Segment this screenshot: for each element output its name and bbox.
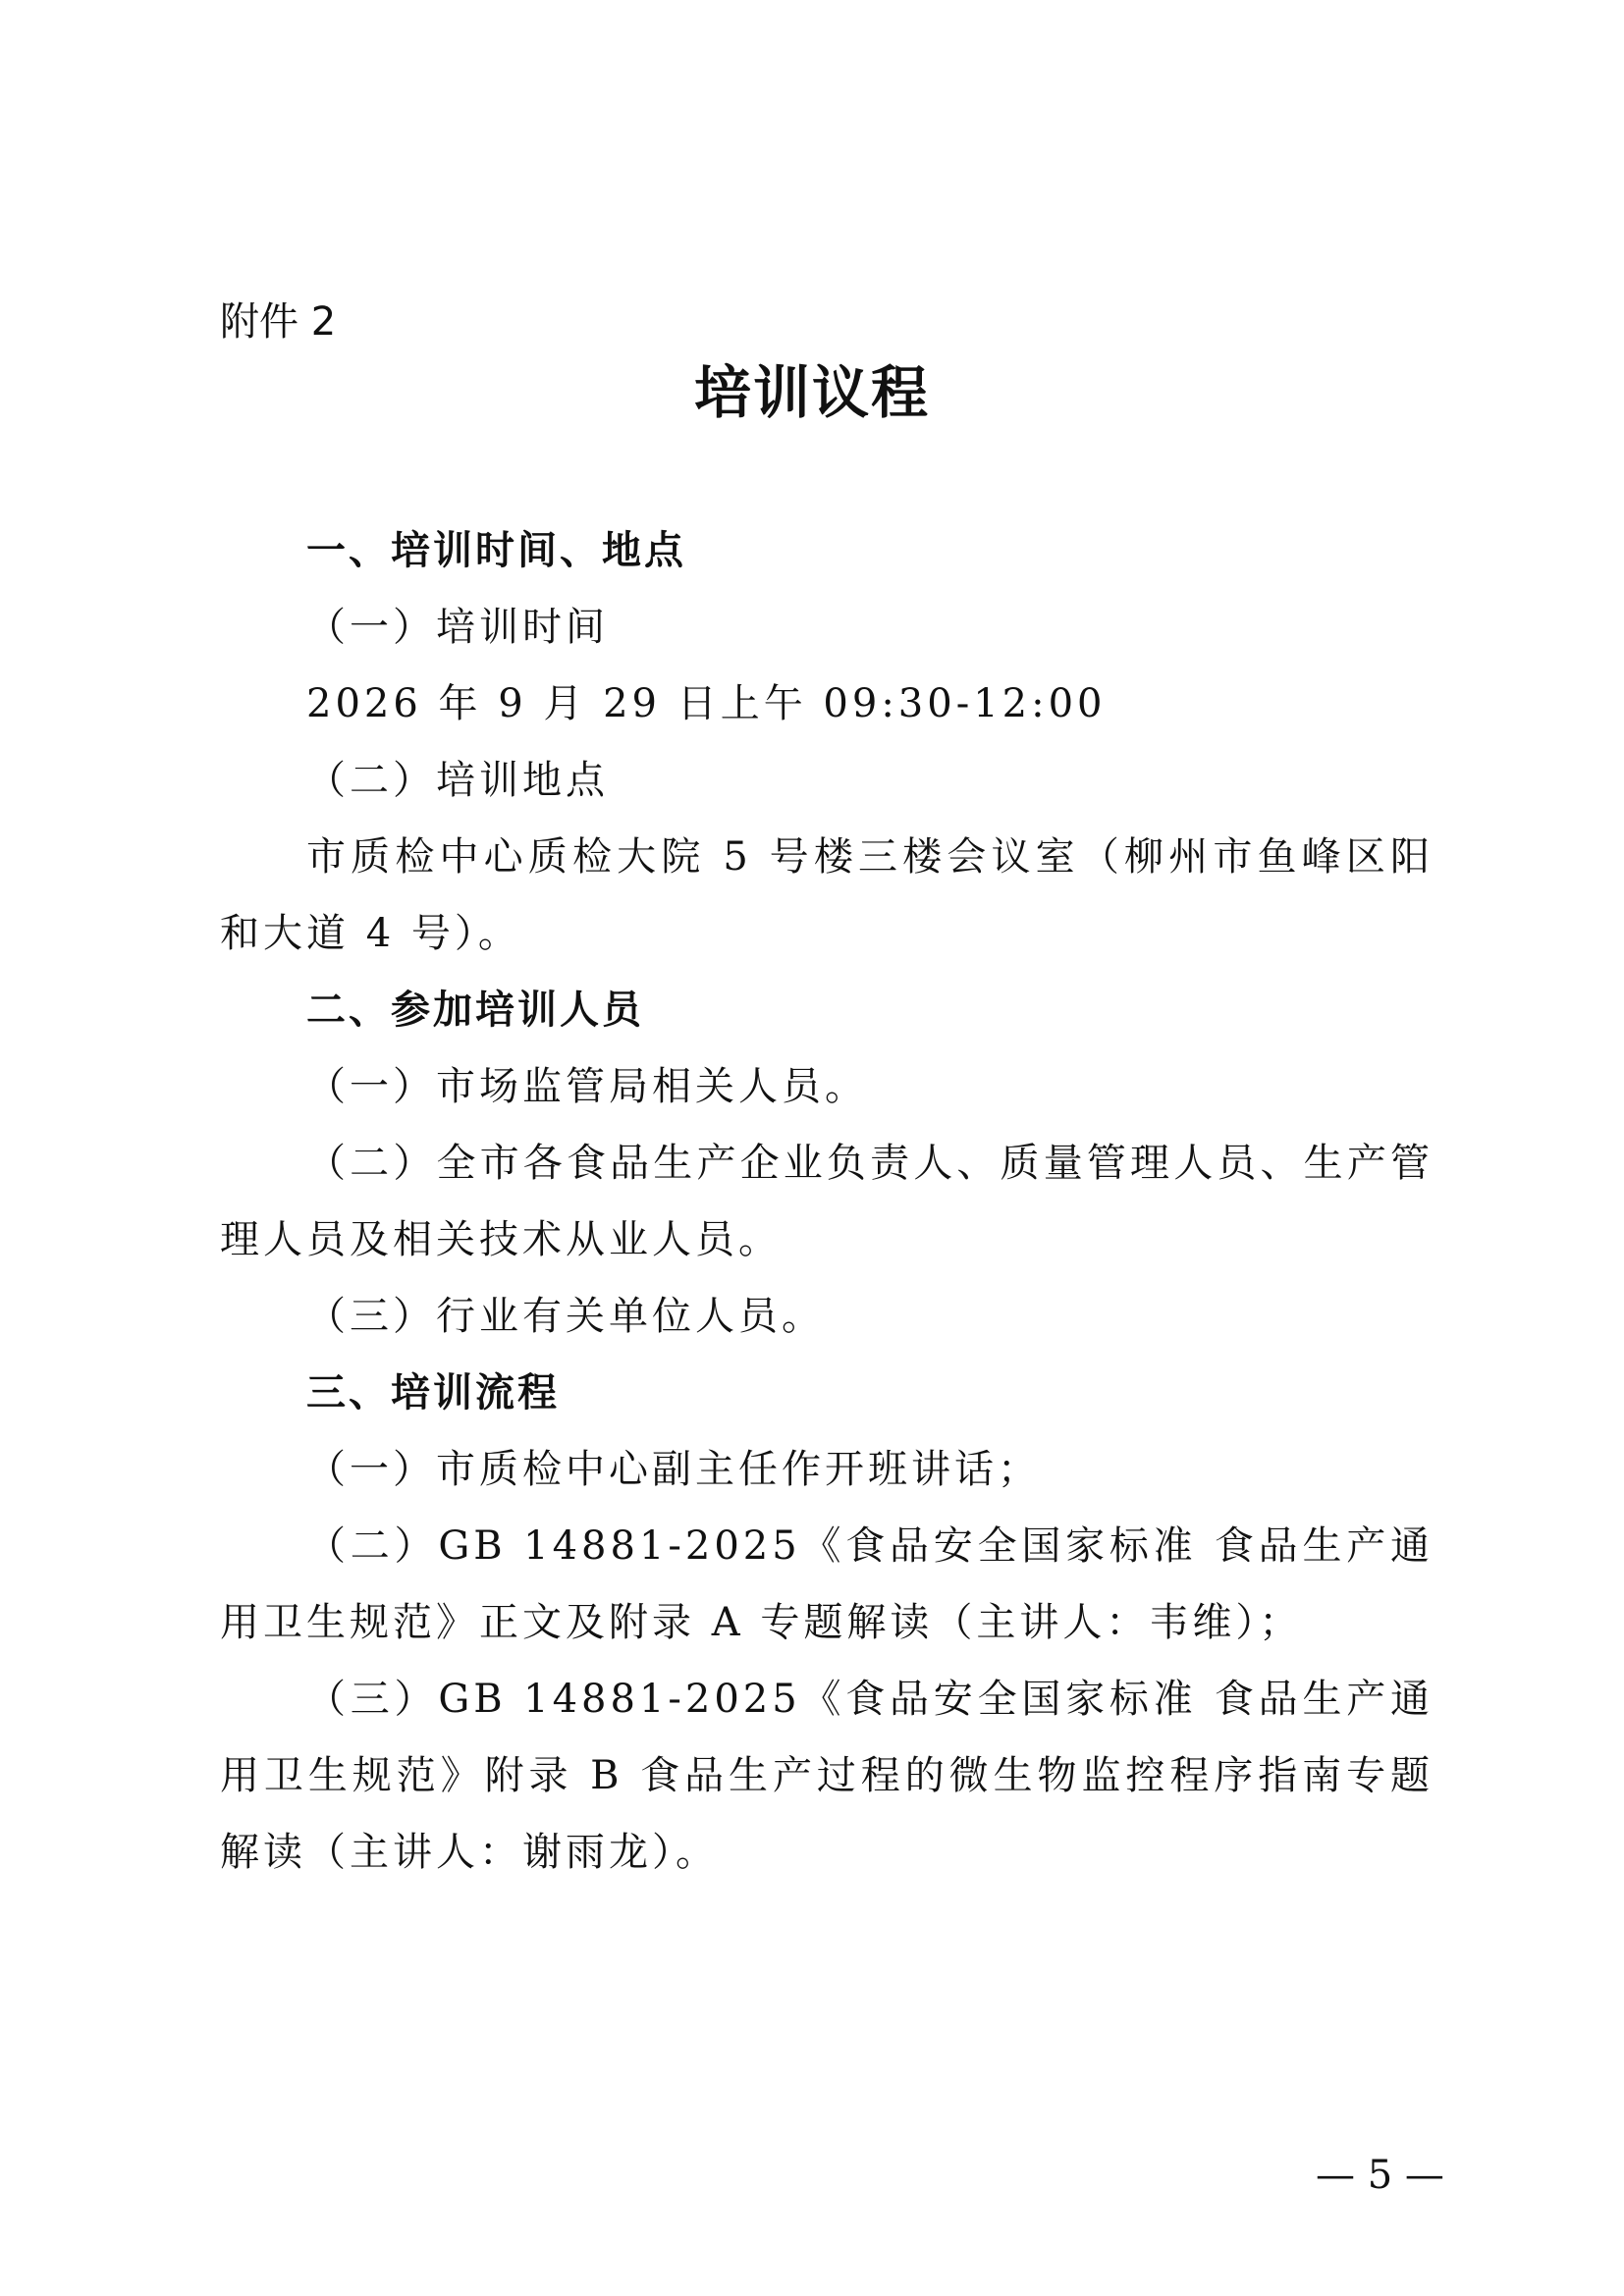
training-time-text: 2026 年 9 月 29 日上午 09:30-12:00 bbox=[306, 681, 1107, 726]
participant-item-3: （三）行业有关单位人员。 bbox=[306, 1294, 825, 1339]
agenda-item-1: （一）市质检中心副主任作开班讲话； bbox=[306, 1447, 1041, 1492]
attachment-label: 附件 2 bbox=[220, 299, 337, 345]
training-location-text: 市质检中心质检大院 5 号楼三楼会议室（柳州市鱼峰区阳和大道 4 号）。 bbox=[220, 834, 1434, 956]
document-body bbox=[220, 512, 1434, 1891]
section-2-heading: 二、参加培训人员 bbox=[306, 988, 644, 1033]
section-3-heading: 三、培训流程 bbox=[306, 1370, 560, 1415]
section-1-subheading-location: （二）培训地点 bbox=[306, 758, 609, 803]
agenda-item-3: （三）GB 14881-2025《食品安全国家标准 食品生产通用卫生规范》附录 B 食品生产过程的微生物监控程序指南专题解读（主讲人：谢雨龙）。 bbox=[220, 1677, 1434, 1875]
agenda-item-2: （二）GB 14881-2025《食品安全国家标准 食品生产通用卫生规范》正文及附录 A 专题解读（主讲人：韦维）； bbox=[220, 1523, 1434, 1645]
participant-item-2: （二）全市各食品生产企业负责人、质量管理人员、生产管理人员及相关技术从业人员。 bbox=[220, 1141, 1434, 1262]
participant-item-1: （一）市场监管局相关人员。 bbox=[306, 1064, 868, 1109]
document-title: 培训议程 bbox=[693, 359, 930, 426]
section-1-heading: 一、培训时间、地点 bbox=[306, 528, 686, 573]
page-number: — 5 — bbox=[1316, 2153, 1444, 2198]
section-1-subheading-time: （一）培训时间 bbox=[306, 605, 609, 650]
